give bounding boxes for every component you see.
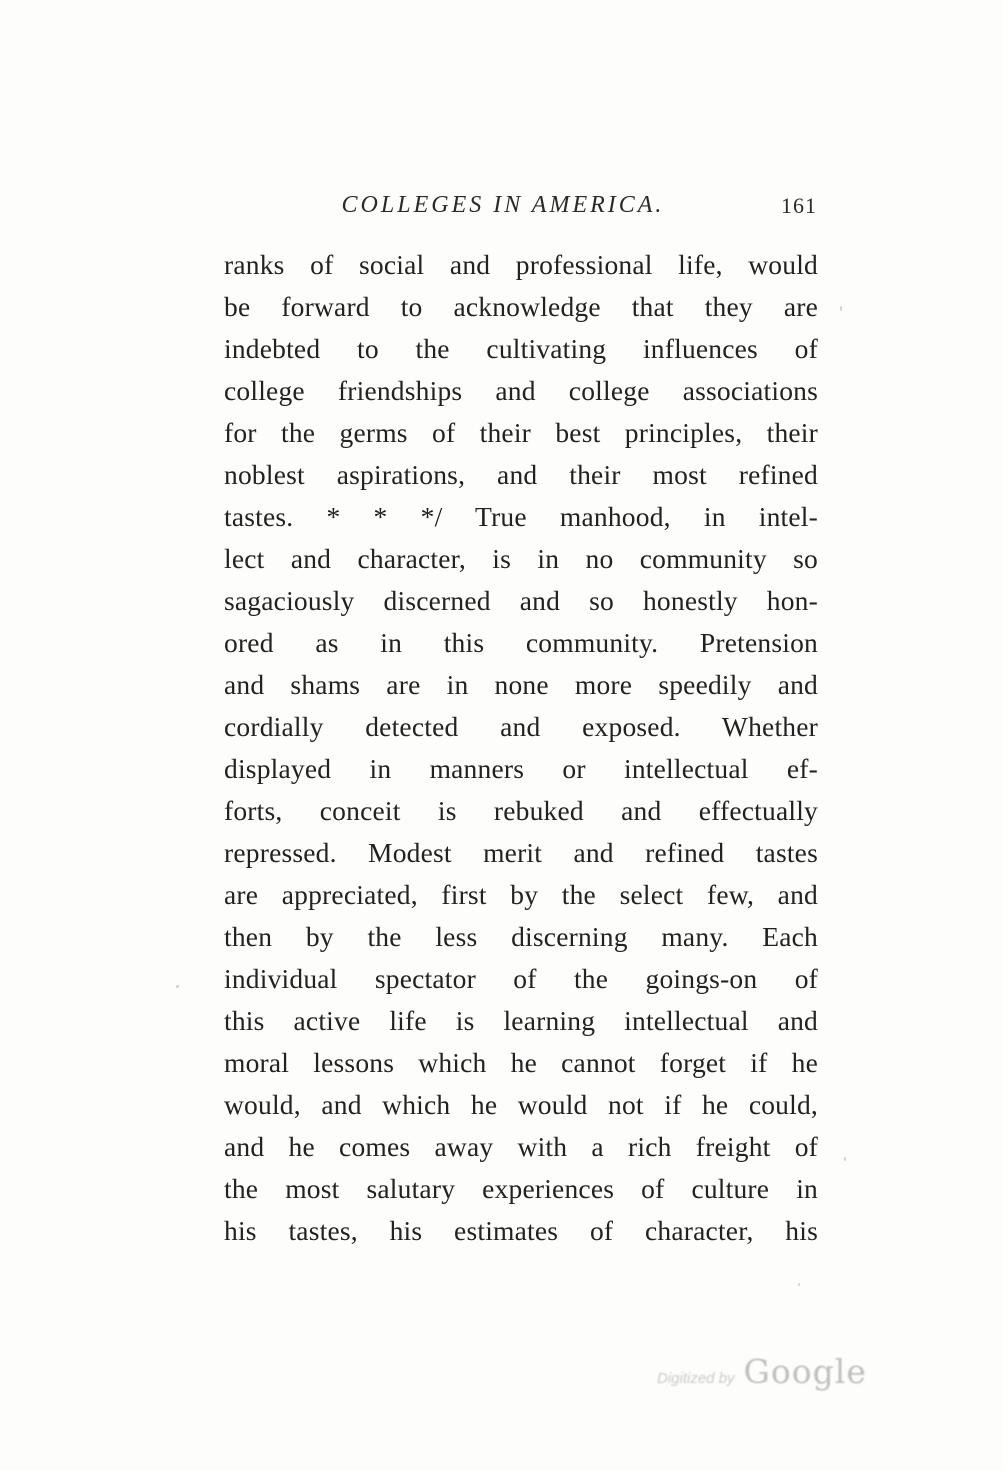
text-line: ranks of social and professional life, would [224, 249, 818, 280]
text-line: indebted to the cultivating influences of [224, 333, 818, 364]
text-line: moral lessons which he cannot forget if he [224, 1047, 818, 1078]
text-line: be forward to acknowledge that they are [224, 291, 818, 322]
text-line: college friendships and college associations [224, 375, 818, 406]
text-line: tastes. * * */ True manhood, in intel- [224, 501, 818, 532]
text-line: would, and which he would not if he could, [224, 1089, 818, 1120]
text-line: and shams are in none more speedily and [224, 669, 818, 700]
page-number: 161 [781, 193, 817, 218]
watermark-prefix: Digitized by [657, 1370, 735, 1387]
page-header [225, 192, 817, 222]
text-line: then by the less discerning many. Each [224, 921, 818, 952]
scan-speck [840, 306, 842, 311]
google-logo-text: Google [743, 1352, 867, 1391]
text-line: are appreciated, first by the select few, and [224, 879, 818, 910]
text-line: individual spectator of the goings-on of [224, 963, 818, 994]
running-title: COLLEGES IN AMERICA. [341, 192, 665, 218]
text-line: repressed. Modest merit and refined tastes [224, 837, 818, 868]
text-line: for the germs of their best principles, their [224, 417, 818, 448]
text-line: the most salutary experiences of culture in [224, 1173, 818, 1204]
body-text [224, 244, 818, 1252]
google-watermark [657, 1352, 867, 1391]
text-line: ored as in this community. Pretension [224, 627, 818, 658]
scan-speck [844, 1157, 846, 1161]
text-line: forts, conceit is rebuked and effectually [224, 795, 818, 826]
text-line: his tastes, his estimates of character, his [224, 1215, 818, 1246]
text-line: displayed in manners or intellectual ef- [224, 753, 818, 784]
scan-speck [798, 1283, 800, 1286]
text-line: and he comes away with a rich freight of [224, 1131, 818, 1162]
text-line: lect and character, is in no community so [224, 543, 818, 574]
text-line: this active life is learning intellectual and [224, 1005, 818, 1036]
scan-speck [176, 985, 179, 988]
text-line: cordially detected and exposed. Whether [224, 711, 818, 742]
text-line: noblest aspirations, and their most refined [224, 459, 818, 490]
text-line: sagaciously discerned and so honestly hon- [224, 585, 818, 616]
